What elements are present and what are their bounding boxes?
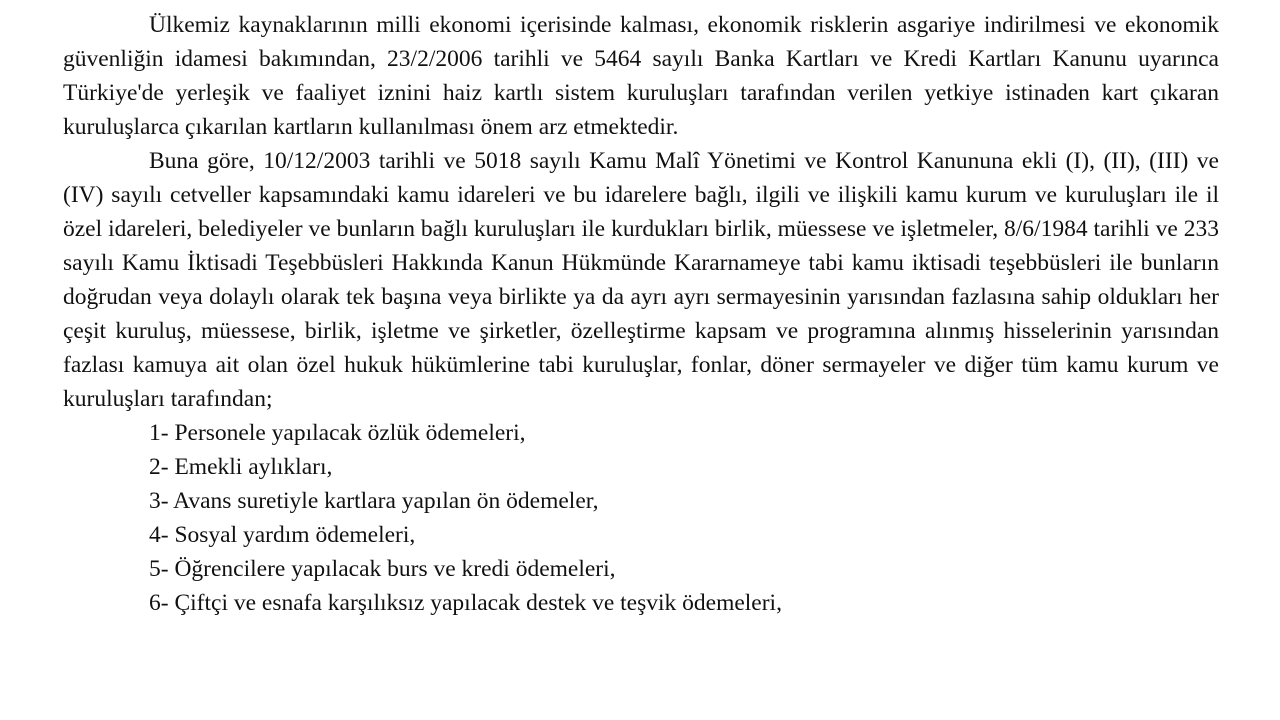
- list-item: 4- Sosyal yardım ödemeleri,: [149, 522, 416, 548]
- list-item: 3- Avans suretiyle kartlara yapılan ön ödemeler,: [149, 488, 599, 514]
- list-item: 5- Öğrencilere yapılacak burs ve kredi ödemeleri,: [149, 556, 616, 582]
- list-item: 6- Çiftçi ve esnafa karşılıksız yapılacak destek ve teşvik ödemeleri,: [149, 590, 782, 616]
- paragraph-scope-institutions: Buna göre, 10/12/2003 tarihli ve 5018 sayılı Kamu Malî Yönetimi ve Kontrol Kanununa ekli (I), (II), (III) ve (IV) sayılı cetveller kapsamındaki kamu idareleri ve bu idarelere bağlı, ilgili ve ilişkili kamu kurum ve kuruluşları ile il özel idareleri, belediyeler ve bunların bağlı kuruluşları ile kurdukları birlik, müessese ve işletmeler, 8/6/1984 tarihli ve 233 sayılı Kamu İktisadi Teşebbüsleri Hakkında Kanun Hükmünde Kararnameye tabi kamu iktisadi teşebbüsleri ile bunların doğrudan veya dolaylı olarak tek başına veya birlikte ya da ayrı ayrı sermayesinin yarısından fazlasına sahip oldukları her çeşit kuruluş, müessese, birlik, işletme ve şirketler, özelleştirme kapsam ve programına alınmış hisselerinin yarısından fazlası kamuya ait olan özel hukuk hükümlerine tabi kuruluşlar, fonlar, döner sermayeler ve diğer tüm kamu kurum ve kuruluşları tarafından;: [63, 148, 1219, 412]
- list-item: 2- Emekli aylıkları,: [149, 454, 333, 480]
- document-body: [63, 8, 1219, 620]
- paragraph-economic-security: Ülkemiz kaynaklarının milli ekonomi içerisinde kalması, ekonomik risklerin asgariye indirilmesi ve ekonomik güvenliğin idamesi bakımından, 23/2/2006 tarihli ve 5464 sayılı Banka Kartları ve Kredi Kartları Kanunu uyarınca Türkiye'de yerleşik ve faaliyet iznini haiz kartlı sistem kuruluşları tarafından verilen yetkiye istinaden kart çıkaran kuruluşlarca çıkarılan kartların kullanılması önem arz etmektedir.: [63, 12, 1219, 140]
- payment-types-list: [63, 416, 1219, 620]
- list-item: 1- Personele yapılacak özlük ödemeleri,: [149, 420, 526, 446]
